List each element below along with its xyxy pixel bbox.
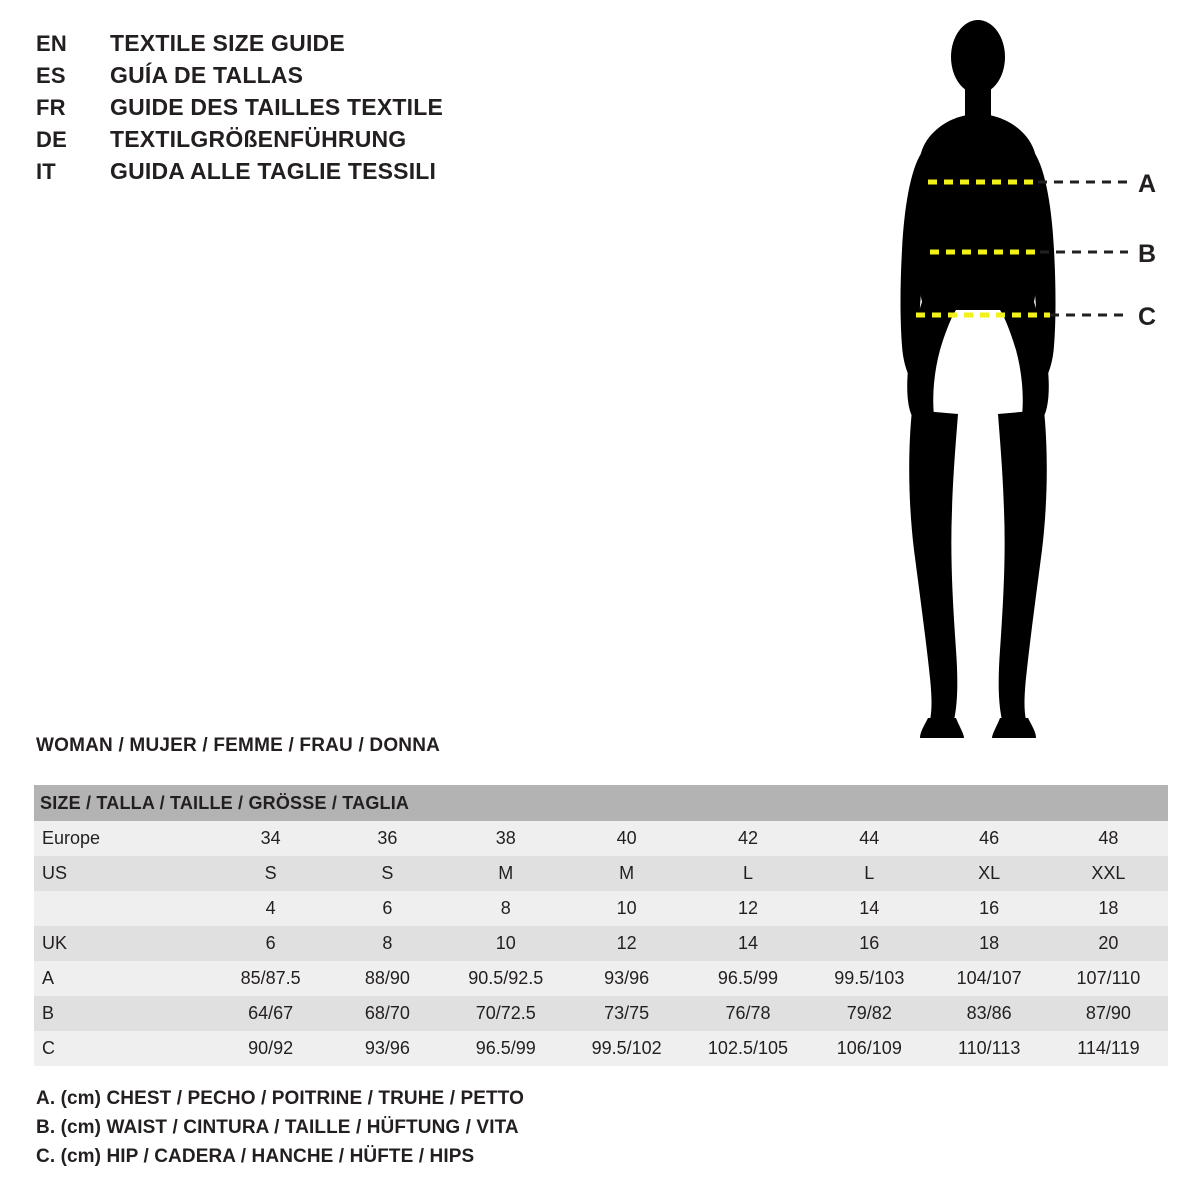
- cell: 99.5/103: [809, 961, 929, 996]
- cell: 96.5/99: [445, 1031, 566, 1066]
- table-row: [34, 1031, 1168, 1066]
- row-label: UK: [34, 926, 211, 961]
- cell: 88/90: [330, 961, 445, 996]
- cell: 87/90: [1049, 996, 1168, 1031]
- cell: 8: [445, 891, 566, 926]
- legend-hip: C. (cm) HIP / CADERA / HANCHE / HÜFTE / HIPS: [36, 1146, 475, 1167]
- language-row-de: [36, 126, 656, 158]
- size-table: [34, 785, 1168, 1066]
- table-row: [34, 891, 1168, 926]
- row-label: US: [34, 856, 211, 891]
- row-label: A: [34, 961, 211, 996]
- language-title: GUIDA ALLE TAGLIE TESSILI: [110, 158, 437, 184]
- cell: L: [809, 856, 929, 891]
- cell: 18: [1049, 891, 1168, 926]
- table-row: [34, 821, 1168, 856]
- cell: XL: [929, 856, 1048, 891]
- cell: XXL: [1049, 856, 1168, 891]
- legend-waist: B. (cm) WAIST / CINTURA / TAILLE / HÜFTUNG / VITA: [36, 1117, 519, 1138]
- language-code: FR: [36, 95, 66, 120]
- cell: 68/70: [330, 996, 445, 1031]
- cell: 104/107: [929, 961, 1048, 996]
- cell: 110/113: [929, 1031, 1048, 1066]
- cell: 42: [687, 821, 809, 856]
- language-title: TEXTILGRÖßENFÜHRUNG: [110, 126, 407, 152]
- cell: 8: [330, 926, 445, 961]
- table-row: [34, 961, 1168, 996]
- cell: 6: [330, 891, 445, 926]
- row-label: B: [34, 996, 211, 1031]
- cell: 73/75: [566, 996, 686, 1031]
- cell: 76/78: [687, 996, 809, 1031]
- cell: 34: [211, 821, 329, 856]
- table-row: [34, 856, 1168, 891]
- table-header-row: [34, 785, 1168, 821]
- cell: 6: [211, 926, 329, 961]
- section-title: WOMAN / MUJER / FEMME / FRAU / DONNA: [36, 735, 441, 756]
- cell: 102.5/105: [687, 1031, 809, 1066]
- cell: 16: [809, 926, 929, 961]
- cell: 93/96: [330, 1031, 445, 1066]
- cell: 99.5/102: [566, 1031, 686, 1066]
- language-code: ES: [36, 63, 66, 88]
- cell: 114/119: [1049, 1031, 1168, 1066]
- cell: 83/86: [929, 996, 1048, 1031]
- cell: 12: [687, 891, 809, 926]
- row-label: [34, 891, 211, 926]
- cell: 4: [211, 891, 329, 926]
- cell: 93/96: [566, 961, 686, 996]
- cell: 90/92: [211, 1031, 329, 1066]
- cell: 36: [330, 821, 445, 856]
- language-row-es: [36, 62, 656, 94]
- cell: 12: [566, 926, 686, 961]
- woman-silhouette-figure: [860, 10, 1190, 750]
- cell: 18: [929, 926, 1048, 961]
- cell: 10: [445, 926, 566, 961]
- language-title: GUÍA DE TALLAS: [110, 62, 304, 88]
- chest-marker-letter: A: [1138, 170, 1157, 198]
- cell: 40: [566, 821, 686, 856]
- cell: 44: [809, 821, 929, 856]
- female-body-silhouette: [901, 20, 1056, 738]
- cell: 48: [1049, 821, 1168, 856]
- cell: 96.5/99: [687, 961, 809, 996]
- table-row: [34, 926, 1168, 961]
- cell: 20: [1049, 926, 1168, 961]
- language-row-fr: [36, 94, 656, 126]
- cell: L: [687, 856, 809, 891]
- legend-chest: A. (cm) CHEST / PECHO / POITRINE / TRUHE / PETTO: [36, 1088, 524, 1109]
- waist-marker-letter: B: [1138, 240, 1157, 268]
- language-code: IT: [36, 159, 56, 184]
- cell: S: [330, 856, 445, 891]
- cell: M: [566, 856, 686, 891]
- cell: 90.5/92.5: [445, 961, 566, 996]
- cell: 38: [445, 821, 566, 856]
- row-label: Europe: [34, 821, 211, 856]
- language-title: TEXTILE SIZE GUIDE: [110, 30, 345, 56]
- table-header-label: SIZE / TALLA / TAILLE / GRÖSSE / TAGLIA: [34, 785, 1168, 821]
- language-code: DE: [36, 127, 67, 152]
- cell: 46: [929, 821, 1048, 856]
- cell: 14: [809, 891, 929, 926]
- language-code: EN: [36, 31, 67, 56]
- language-title: GUIDE DES TAILLES TEXTILE: [110, 94, 443, 120]
- cell: 79/82: [809, 996, 929, 1031]
- cell: 70/72.5: [445, 996, 566, 1031]
- language-row-it: [36, 158, 656, 190]
- cell: 85/87.5: [211, 961, 329, 996]
- row-label: C: [34, 1031, 211, 1066]
- cell: 14: [687, 926, 809, 961]
- cell: 64/67: [211, 996, 329, 1031]
- measurement-legend: [36, 1088, 524, 1175]
- cell: M: [445, 856, 566, 891]
- cell: 10: [566, 891, 686, 926]
- cell: 107/110: [1049, 961, 1168, 996]
- language-title-list: [36, 30, 656, 190]
- cell: 16: [929, 891, 1048, 926]
- hip-marker-letter: C: [1138, 303, 1157, 331]
- cell: 106/109: [809, 1031, 929, 1066]
- table-row: [34, 996, 1168, 1031]
- cell: S: [211, 856, 329, 891]
- language-row-en: [36, 30, 656, 62]
